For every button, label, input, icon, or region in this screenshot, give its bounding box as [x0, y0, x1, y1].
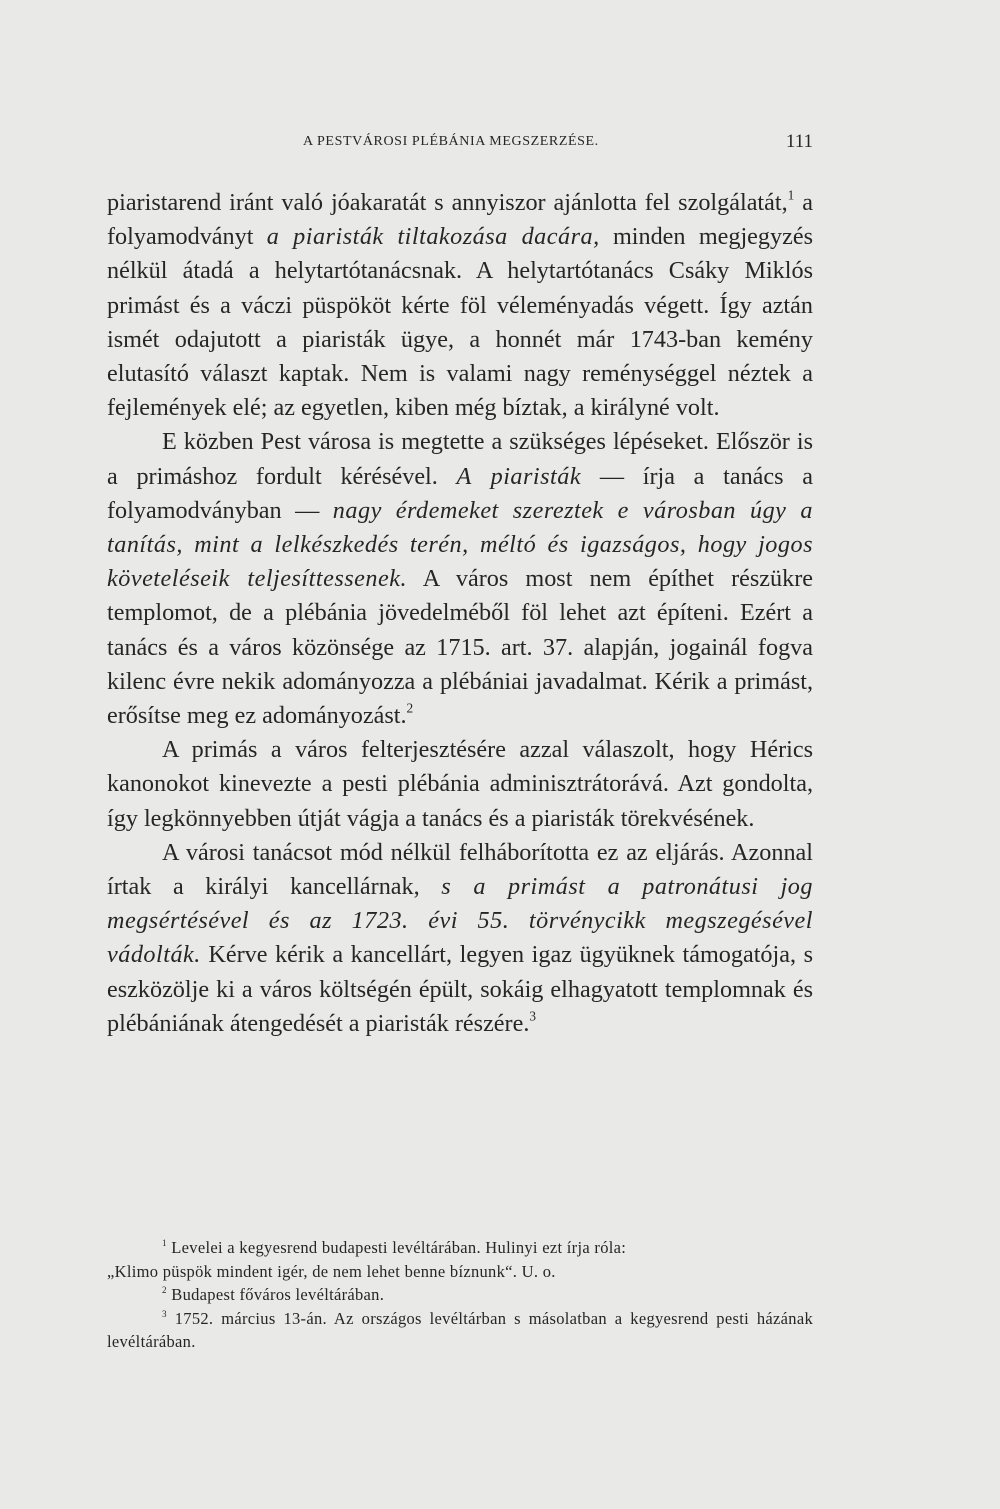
main-text [107, 186, 813, 1041]
text-run: — írja a tanács a folyamodványban — [107, 462, 814, 524]
italic-emphasis: s a primást a patronátusi jog megsértésével és az 1723. évi 55. törvénycikk megszegésével vádolták. [107, 873, 813, 969]
italic-emphasis: A piaristák [456, 462, 582, 490]
footnote-ref-2: 2 [406, 700, 414, 716]
footnote-text: „Klimo püspök mindent igér, de nem lehet benne bíznunk“. U. o. [107, 1261, 556, 1281]
page-number: 111 [785, 131, 813, 152]
paragraph-2 [107, 425, 813, 733]
footnote-ref-3: 3 [529, 1008, 537, 1024]
footnote-text: Budapest főváros levéltárában. [166, 1285, 385, 1305]
footnotes [107, 1236, 813, 1354]
footnote-2 [107, 1283, 813, 1307]
footnote-number: 2 [162, 1284, 167, 1295]
running-title: A PESTVÁROSI PLÉBÁNIA MEGSZERZÉSE. [303, 134, 599, 149]
italic-quote: nagy érdemeket szereztek e városban úgy a tanítás, mint a lelkészkedés terén, méltó és igazságos, hogy jogos követeléseik teljesíttessenek. [107, 496, 813, 593]
footnote-3 [107, 1307, 813, 1354]
footnote-text: Levelei a kegyesrend budapesti levéltárában. Hulinyi ezt írja róla: [166, 1238, 627, 1257]
text-run: E közben Pest városa is megtette a szükséges lépéseket. Először is a primáshoz fordult kérésével. [107, 428, 813, 490]
footnote-ref-1: 1 [787, 187, 795, 203]
footnote-1-continuation [107, 1260, 813, 1284]
paragraph-3 [107, 733, 813, 836]
footnote-number: 3 [162, 1308, 167, 1319]
italic-emphasis: a piaristák tiltakozása dacára, [266, 223, 600, 251]
footnote-number: 1 [162, 1237, 167, 1248]
text-run: piaristarend iránt való jóakaratát s annyiszor ajánlotta fel szolgálatát, [107, 189, 788, 216]
text-run: A városi tanácsot mód nélkül felháborította ez az eljárás. Azonnal írtak a királyi kancellárnak, [107, 838, 813, 901]
text-run: minden megjegyzés nélkül átadá a helytartótanácsnak. A helytartótanács Csáky Miklós primást és a váczi püspököt kérte föl véleményadás végett. Így aztán ismét odajutott a piaristák ügye, a honnét már 1743-ban kemény elutasító választ kaptak. Nem is valami nagy reménységgel néztek a fejlemények elé; az egyetlen, kiben még bíztak, a királyné volt. [107, 223, 813, 422]
footnote-text: 1752. március 13-án. Az országos levéltárban s másolatban a kegyesrend pesti házának levéltárában. [107, 1308, 813, 1352]
text-run: a folyamodványt [107, 189, 813, 251]
text-run: A város most nem építhet részükre templomot, de a plébánia jövedelméből föl lehet azt építeni. Ezért a tanács és a város közönsége az 1715. art. 37. alapján, jogainál fogva kilenc évre nekik adományozza a plébániai javadalmat. Kérik a primást, erősítse meg ez adományozást. [107, 565, 813, 730]
text-run: A primás a város felterjesztésére azzal válaszolt, hogy Hérics kanonokot kinevezte a pesti plébánia adminisztrátorává. Azt gondolta, így legkönnyebben útját vágja a tanács és a piaristák törekvésének. [107, 736, 813, 832]
paragraph-1 [107, 186, 813, 425]
paragraph-4 [107, 836, 813, 1041]
text-run: Kérve kérik a kancellárt, legyen igaz ügyüknek támogatója, s eszközölje ki a város költségén épült, sokáig elhagyatott templomnak és plébániának átengedését a piaristák részére. [107, 941, 813, 1037]
footnote-1 [107, 1236, 813, 1260]
